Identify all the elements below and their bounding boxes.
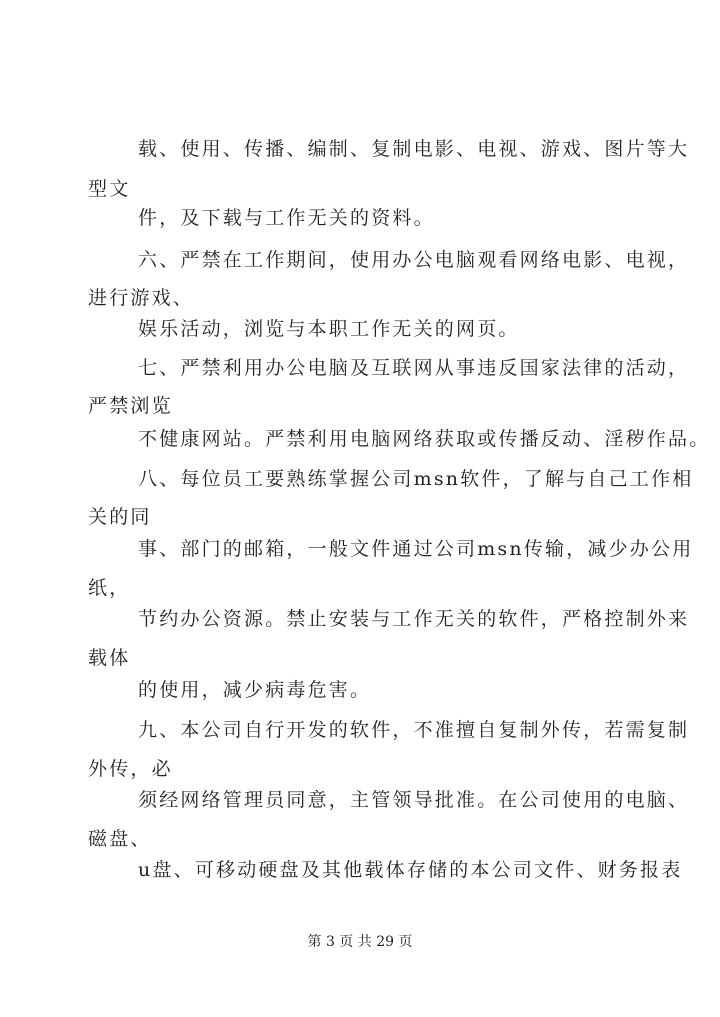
text-line: 六、严禁在工作期间，使用办公电脑观看网络电影、电视， bbox=[138, 249, 690, 271]
text-line: 件，及下载与工作无关的资料。 bbox=[138, 207, 435, 229]
text-line: 须经网络管理员同意，主管领导批准。在公司使用的电脑、 bbox=[138, 789, 690, 811]
text-line: 八、每位员工要熟练掌握公司msn软件，了解与自己工作相 bbox=[138, 468, 694, 490]
text-line: 节约办公资源。禁止安装与工作无关的软件，严格控制外来 bbox=[138, 608, 690, 630]
text-line: 九、本公司自行开发的软件，不准擅自复制外传，若需复制 bbox=[138, 719, 690, 741]
text-line: 严禁浏览 bbox=[88, 395, 173, 417]
text-line: 关的同 bbox=[88, 506, 152, 528]
text-line: 事、部门的邮箱，一般文件通过公司msn传输，减少办公用 bbox=[138, 538, 694, 560]
text-line: 进行游戏、 bbox=[88, 287, 195, 309]
text-line: 外传，必 bbox=[88, 758, 173, 780]
text-line: 型文 bbox=[88, 178, 131, 200]
text-line: 载体 bbox=[88, 647, 131, 669]
text-line: 的使用，减少病毒危害。 bbox=[138, 679, 372, 701]
text-line: u盘、可移动硬盘及其他载体存储的本公司文件、财务报表 bbox=[138, 859, 683, 881]
text-line: 磁盘、 bbox=[88, 828, 152, 850]
text-line: 娱乐活动，浏览与本职工作无关的网页。 bbox=[138, 318, 520, 340]
text-line: 载、使用、传播、编制、复制电影、电视、游戏、图片等大 bbox=[138, 138, 690, 160]
text-line: 不健康网站。严禁利用电脑网络获取或传播反动、淫秽作品。 bbox=[138, 428, 711, 450]
text-line: 纸， bbox=[88, 577, 131, 599]
page-number: 第 3 页 共 29 页 bbox=[307, 934, 413, 950]
text-line: 七、严禁利用办公电脑及互联网从事违反国家法律的活动， bbox=[138, 357, 690, 379]
